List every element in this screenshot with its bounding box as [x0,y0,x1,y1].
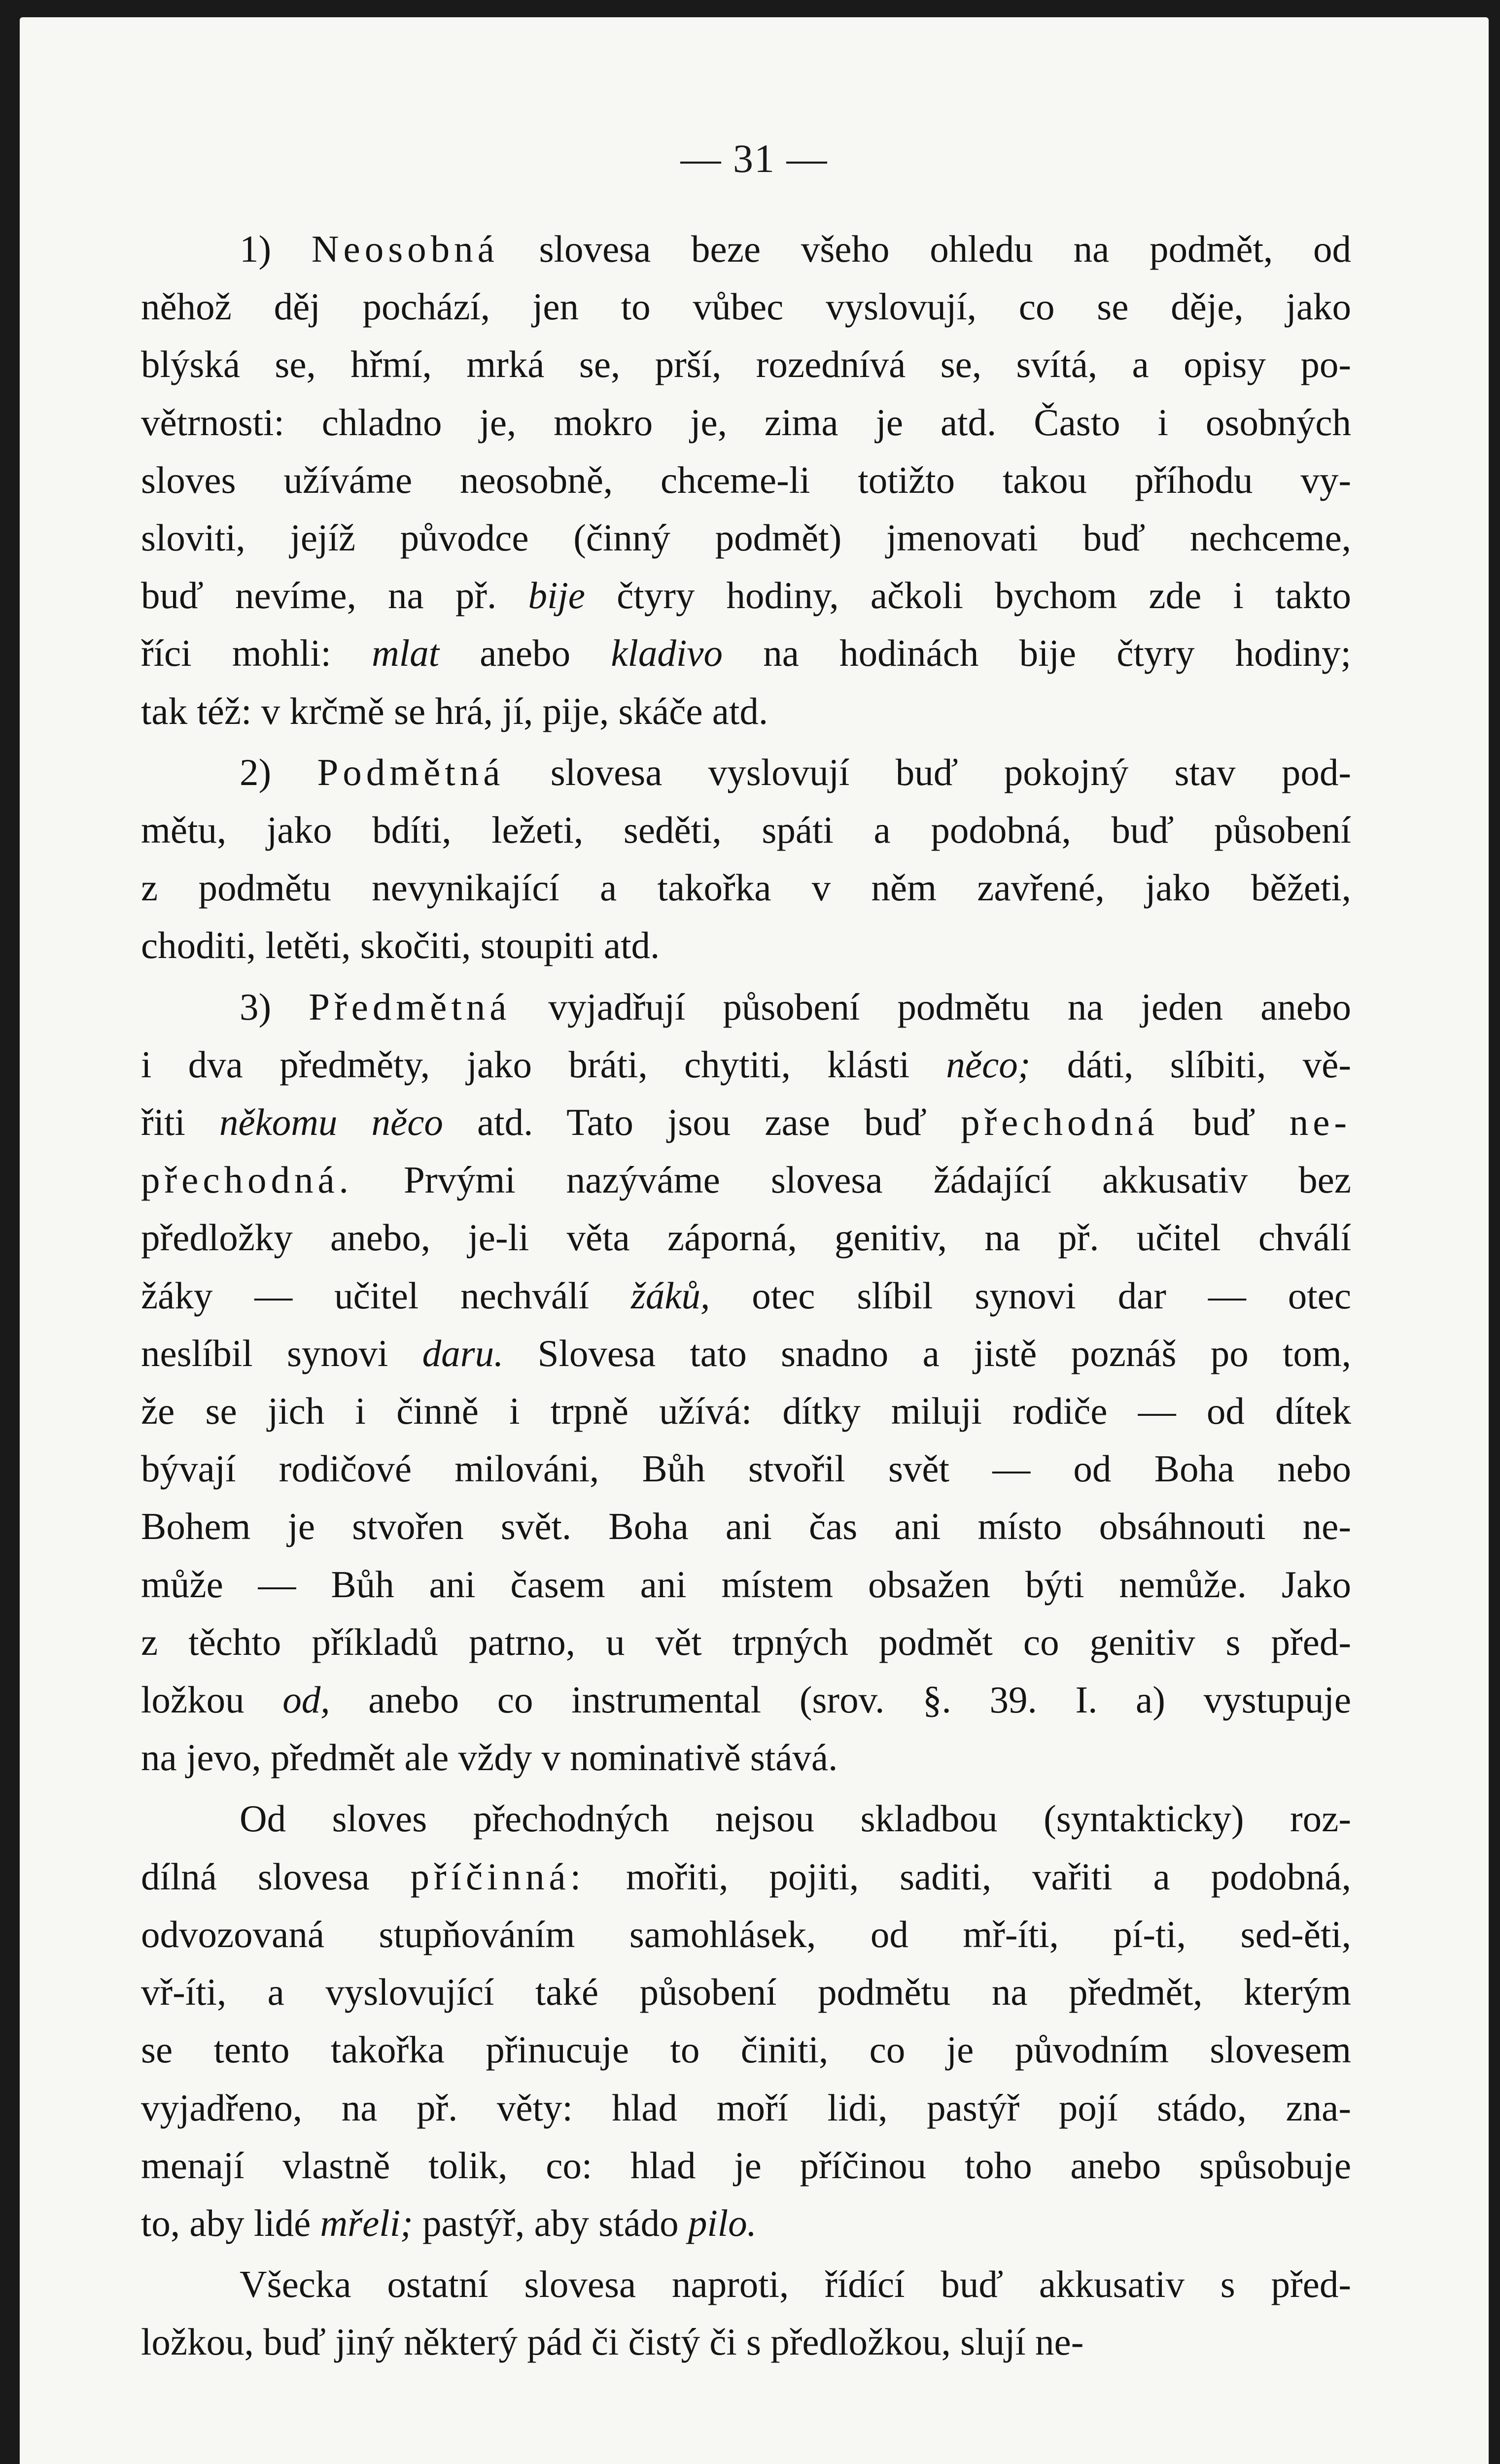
spaced-term: příčinná: [410,1855,586,1898]
paragraph [141,744,1351,975]
text-line [141,683,1351,740]
text-segment: 2) [240,751,317,793]
text-line [141,278,1351,336]
text-segment: vyjadřeno, na př. věty: hlad moří lidi, pastýř pojí stádo, zna- [141,2086,1351,2129]
text-segment: neslíbil synovi [141,1332,422,1374]
text-line [141,1325,1351,1382]
text-line [141,394,1351,451]
italic-text: něco; [946,1043,1031,1086]
italic-text: daru. [422,1332,504,1374]
text-segment: slovesa beze všeho ohledu na podmět, od [498,228,1351,270]
text-segment: blýská se, hřmí, mrká se, prší, rozednívá se, svítá, a opisy po- [141,343,1351,386]
text-line [141,1209,1351,1266]
text-line [141,1440,1351,1498]
italic-text: bije [528,574,585,617]
text-line [141,801,1351,859]
paragraph [141,220,1351,740]
text-line [141,1790,1351,1848]
spaced-term: přechodná. [141,1159,353,1201]
text-segment: i dva předměty, jako bráti, chytiti, klásti [141,1043,946,1086]
text-segment: anebo co instrumental (srov. §. 39. I. a) vystupuje [330,1678,1351,1721]
text-line [141,917,1351,974]
text-segment: žáky — učitel nechválí [141,1274,631,1317]
text-line [141,1906,1351,1963]
text-segment: buď nevíme, na př. [141,574,528,617]
text-line [141,1498,1351,1555]
text-segment: může — Bůh ani časem ani místem obsažen býti nemůže. Jako [141,1563,1351,1606]
text-line [141,2079,1351,2137]
text-line [141,1267,1351,1325]
text-line [141,509,1351,567]
italic-text: kladivo [611,632,723,675]
text-line [141,1382,1351,1440]
text-segment: buď [1158,1101,1290,1144]
italic-text: od, [282,1678,330,1721]
text-segment: choditi, letěti, skočiti, stoupiti atd. [141,924,660,967]
text-segment: Prvými nazýváme slovesa žádající akkusativ bez [352,1159,1351,1201]
text-line [141,1729,1351,1786]
text-segment: se tento takořka přinucuje to činiti, co je původním slovesem [141,2028,1351,2071]
page-number: — 31 — [680,136,828,181]
text-segment: řiti [141,1101,219,1144]
text-segment: Všecka ostatní slovesa naproti, řídící buď akkusativ s před- [240,2263,1351,2306]
book-page [20,17,1489,2464]
italic-text: mlat [372,632,440,675]
text-segment: z těchto příkladů patrno, u vět trpných podmět co genitiv s před- [141,1620,1351,1663]
text-segment: na jevo, předmět ale vždy v nominativě stává. [141,1736,838,1779]
text-segment: vyjadřují působení podmětu na jeden anebo [511,985,1351,1028]
text-segment: dáti, slíbiti, vě- [1030,1043,1351,1086]
text-segment: mětu, jako bdíti, ležeti, seděti, spáti a podobná, buď působení [141,809,1351,852]
text-line [141,859,1351,917]
text-segment: slovesa vyslovují buď pokojný stav pod- [504,751,1351,793]
text-segment: otec slíbil synovi dar — otec [710,1274,1351,1317]
text-segment: 3) [240,985,309,1028]
text-segment: ložkou [141,1678,283,1721]
text-segment: z podmětu nevynikající a takořka v něm zavřené, jako běžeti, [141,866,1351,909]
body-text [141,220,1351,2371]
text-line [141,451,1351,509]
text-segment: Slovesa tato snadno a jistě poznáš po tom, [503,1332,1351,1374]
paragraph [141,1790,1351,2252]
text-line [141,1036,1351,1094]
text-segment: říci mohli: [141,632,372,675]
italic-text: mřeli; [320,2201,413,2244]
text-line [141,744,1351,801]
text-line [141,220,1351,278]
paragraph [141,2256,1351,2371]
text-segment: odvozovaná stupňováním samohlásek, od mř-íti, pí-ti, sed-ěti, [141,1913,1351,1955]
text-segment: větrnosti: chladno je, mokro je, zima je atd. Často i osobných [141,401,1351,444]
text-line [141,1671,1351,1729]
text-segment: dílná slovesa [141,1855,411,1898]
spaced-term: přechodná [960,1101,1159,1144]
text-line [141,978,1351,1036]
text-segment: to, aby lidé [141,2201,320,2244]
text-line [141,2313,1351,2371]
text-segment: sloves užíváme neosobně, chceme-li totižto takou příhodu vy- [141,458,1351,501]
spaced-term: Neosobná [311,228,499,270]
text-segment: že se jich i činně i trpně užívá: dítky miluji rodiče — od dítek [141,1390,1351,1433]
text-segment: Od sloves přechodných nejsou skladbou (syntakticky) roz- [240,1797,1351,1840]
text-line [141,624,1351,682]
text-segment: bývají rodičové milováni, Bůh stvořil svět — od Boha nebo [141,1447,1351,1490]
text-segment: něhož děj pochází, jen to vůbec vyslovují, co se děje, jako [141,285,1351,328]
text-line [141,2256,1351,2313]
spaced-term: Podmětná [317,751,505,793]
text-line [141,2137,1351,2194]
text-line [141,1094,1351,1151]
text-segment: atd. Tato jsou zase buď [443,1101,961,1144]
italic-text: žáků, [630,1274,710,1317]
text-line [141,2194,1351,2252]
text-segment: anebo [439,632,611,675]
text-line [141,1613,1351,1671]
paragraph [141,978,1351,1787]
text-line [141,2021,1351,2079]
text-segment: předložky anebo, je-li věta záporná, genitiv, na př. učitel chválí [141,1216,1351,1259]
text-line [141,567,1351,624]
spaced-term: ne- [1289,1101,1352,1144]
italic-text: pilo. [688,2201,757,2244]
text-segment: ložkou, buď jiný některý pád či čistý či s předložkou, slují ne- [141,2321,1084,2363]
text-line [141,1848,1351,1906]
text-line [141,336,1351,393]
text-line [141,1556,1351,1613]
text-segment: pastýř, aby stádo [413,2201,688,2244]
text-segment: na hodinách bije čtyry hodiny; [722,632,1351,675]
text-line [141,1963,1351,2021]
text-line [141,1151,1351,1209]
text-segment: čtyry hodiny, ačkoli bychom zde i takto [585,574,1351,617]
text-segment: sloviti, jejíž původce (činný podmět) jmenovati buď nechceme, [141,516,1351,559]
text-segment: 1) [240,228,312,270]
text-segment: vř-íti, a vyslovující také působení podmětu na předmět, kterým [141,1971,1351,2014]
italic-text: někomu něco [219,1101,443,1144]
text-segment: tak též: v krčmě se hrá, jí, pije, skáče atd. [141,689,768,732]
spaced-term: Předmětná [309,985,511,1028]
text-segment: Bohem je stvořen svět. Boha ani čas ani místo obsáhnouti ne- [141,1505,1351,1548]
text-segment: menají vlastně tolik, co: hlad je příčinou toho anebo spůsobuje [141,2144,1351,2187]
text-segment: mořiti, pojiti, saditi, vařiti a podobná, [585,1855,1351,1898]
